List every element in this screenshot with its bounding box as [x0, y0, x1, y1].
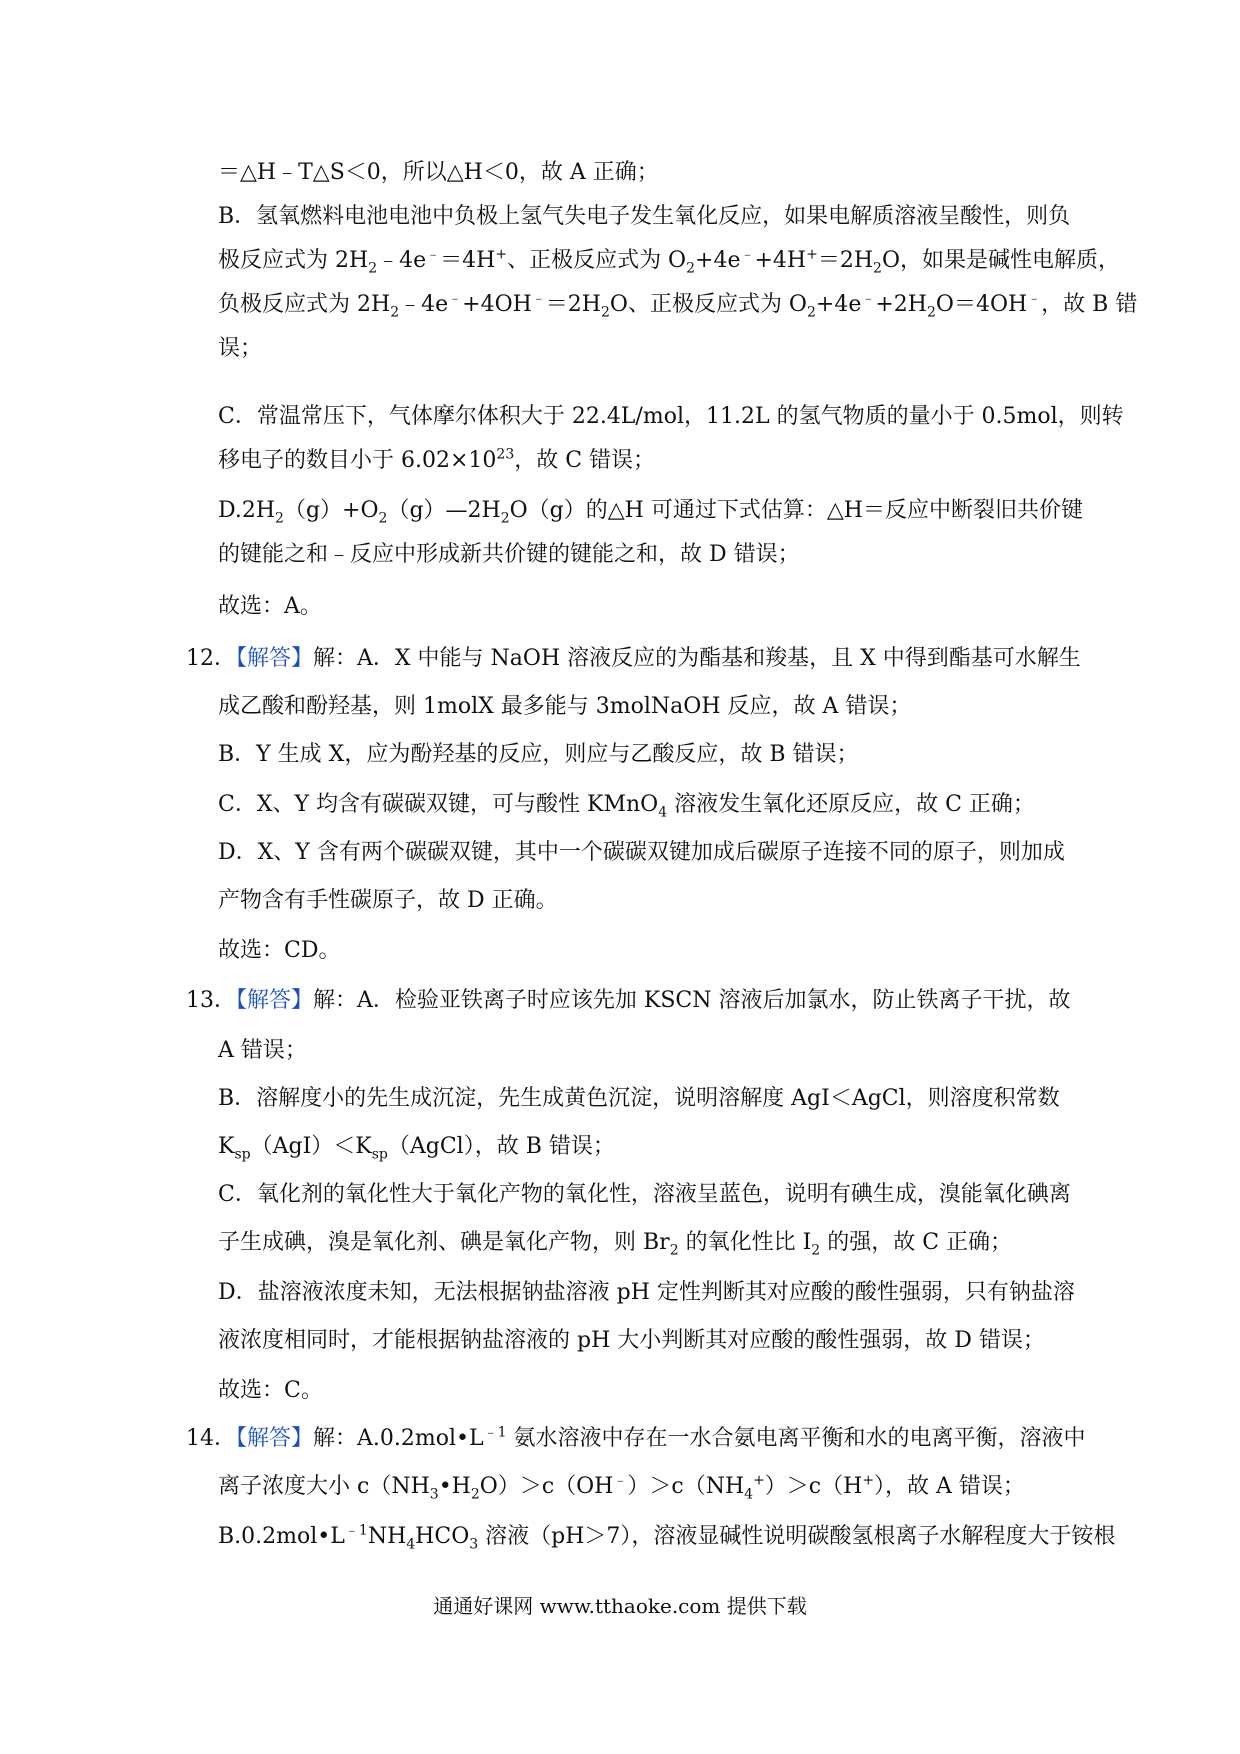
line-text: 液浓度相同时，才能根据钠盐溶液的 pH 大小判断其对应酸的酸性强弱，故 D 错误； — [218, 1328, 1045, 1353]
footer-text: 通通好课网 www.tthaoke.com 提供下载 — [433, 1594, 807, 1618]
line-text: 成乙酸和酚羟基，则 1molX 最多能与 3molNaOH 反应，故 A 错误； — [218, 694, 912, 719]
line-text: 故选：C。 — [218, 1378, 323, 1403]
subscript: 2 — [686, 260, 696, 277]
t: 的氧化性比 I — [678, 1230, 812, 1255]
line-text: 故选：A。 — [218, 594, 322, 619]
t: 极反应式为 2H — [218, 248, 369, 273]
superscript: ﹣ — [531, 290, 546, 307]
t: ＝4H — [440, 248, 496, 273]
question-number: 13． — [186, 988, 236, 1013]
superscript: ﹣1 — [344, 1522, 368, 1539]
text-line — [218, 1376, 1058, 1406]
text-line — [218, 592, 1058, 622]
t: （g）+O — [283, 498, 379, 523]
line-text: 误； — [218, 336, 263, 361]
text-line — [218, 1472, 1058, 1502]
t: +2H — [875, 292, 927, 317]
subscript: 2 — [378, 510, 388, 527]
t: +4e — [815, 292, 862, 317]
t: （g）—2H — [387, 498, 501, 523]
subscript: 3 — [469, 1536, 479, 1553]
subscript: 2 — [600, 304, 610, 321]
t: ，故 B 错 — [1041, 292, 1138, 317]
t: ＝2H — [817, 248, 874, 273]
line-text: B．Y 生成 X，应为酚羟基的反应，则应与乙酸反应，故 B 错误； — [218, 742, 859, 767]
t: 溶液发生氧化还原反应，故 C 正确； — [667, 792, 1035, 817]
line-text: A 错误； — [218, 1038, 307, 1063]
t: O）＞c（OH — [479, 1474, 614, 1499]
answer-tag: 【解答】 — [236, 988, 314, 1013]
text-line — [218, 1522, 1116, 1553]
text-line — [218, 334, 1058, 364]
subscript: 3 — [429, 1486, 439, 1503]
t: O＝4OH — [935, 292, 1028, 317]
t: O、正极反应式为 O — [609, 292, 807, 317]
t: O，如果是碱性电解质， — [881, 248, 1120, 273]
line-text: 解：A．X 中能与 NaOH 溶液反应的为酯基和羧基，且 X 中得到酯基可水解生 — [313, 646, 1081, 671]
text-line — [218, 1180, 1071, 1210]
line-text: 故选：CD。 — [218, 938, 341, 963]
text-line — [218, 402, 1124, 432]
t: +4e — [695, 248, 741, 273]
question-13-line — [186, 986, 1071, 1016]
t: （AgI）＜K — [250, 1134, 372, 1159]
line-text: ＝△H﹣T△S＜0，所以△H＜0，故 A 正确； — [218, 160, 659, 185]
t: ）＞c（H — [764, 1474, 863, 1499]
text-line — [218, 936, 1058, 966]
superscript: ﹣ — [613, 1472, 628, 1489]
text-line — [218, 1228, 1058, 1258]
line-text: B．溶解度小的先生成沉淀，先生成黄色沉淀，说明溶解度 AgI＜AgCl，则溶度积常数 — [218, 1086, 1060, 1111]
t: （AgCl），故 B 错误； — [387, 1134, 615, 1159]
t: B.0.2mol•L — [218, 1524, 345, 1549]
line-text: B．氢氧燃料电池电池中负极上氢气失电子发生氧化反应，如果电解质溶液呈酸性，则负 — [218, 204, 1071, 229]
t: ＝2H — [545, 292, 601, 317]
text-line — [218, 246, 1120, 277]
line-text: 产物含有手性碳原子，故 D 正确。 — [218, 888, 558, 913]
t: +4H — [754, 248, 807, 273]
line-text: 的键能之和﹣反应中形成新共价键的键能之和，故 D 错误； — [218, 542, 800, 567]
t: 子生成碘，溴是氧化剂、碘是氧化产物，则 Br — [218, 1230, 670, 1255]
t: 离子浓度大小 c（NH — [218, 1474, 430, 1499]
superscript: + — [753, 1472, 765, 1489]
t: 负极反应式为 2H — [218, 292, 391, 317]
superscript: 23 — [496, 446, 515, 463]
subscript: 2 — [811, 1242, 821, 1259]
t: 解：A.0.2mol•L — [313, 1426, 484, 1451]
line-text: 解：A．检验亚铁离子时应该先加 KSCN 溶液后加氯水，防止铁离子干扰，故 — [313, 988, 1071, 1013]
t: NH — [367, 1524, 407, 1549]
t: 溶液（pH＞7），溶液显碱性说明碳酸氢根离子水解程度大于铵根 — [478, 1524, 1116, 1549]
t: C．X、Y 均含有碳碳双键，可与酸性 KMnO — [218, 792, 659, 817]
text-line — [218, 1326, 1058, 1356]
text-line — [218, 496, 1083, 527]
text-line — [218, 886, 1058, 916]
t: 、正极反应式为 O — [507, 248, 687, 273]
subscript: 4 — [658, 804, 668, 821]
text-line — [218, 692, 1058, 722]
t: ），故 A 错误； — [874, 1474, 1025, 1499]
superscript: ﹣ — [861, 290, 876, 307]
subscript: 2 — [390, 304, 400, 321]
text-line — [218, 446, 1058, 476]
text-line — [218, 290, 1138, 321]
t: 的强，故 C 正确； — [820, 1230, 1013, 1255]
subscript: 2 — [500, 510, 510, 527]
t: D.2H — [218, 498, 276, 523]
superscript: ﹣ — [448, 290, 463, 307]
superscript: ﹣ — [1027, 290, 1042, 307]
question-14-line — [186, 1424, 1086, 1454]
subscript: 2 — [368, 260, 378, 277]
superscript: ﹣1 — [483, 1424, 507, 1441]
subscript: 2 — [275, 510, 284, 527]
t: 氨水溶液中存在一水合氨电离平衡和水的电离平衡，溶液中 — [506, 1426, 1086, 1451]
superscript: + — [862, 1472, 875, 1489]
page-footer — [0, 1592, 1240, 1620]
t: +4OH — [462, 292, 532, 317]
answer-tag: 【解答】 — [236, 646, 314, 671]
text-line — [218, 158, 1058, 188]
subscript: 4 — [406, 1536, 416, 1553]
t: ﹣4e — [399, 292, 449, 317]
answer-tag: 【解答】 — [236, 1426, 314, 1451]
t: O（g）的△H 可通过下式估算：△H＝反应中断裂旧共价键 — [509, 498, 1083, 523]
subscript: sp — [234, 1146, 251, 1163]
subscript: 4 — [744, 1486, 754, 1503]
line-text: D．盐溶液浓度未知，无法根据钠盐溶液 pH 定性判断其对应酸的酸性强弱，只有钠盐溶 — [218, 1280, 1075, 1305]
t: ）＞c（NH — [627, 1474, 745, 1499]
subscript: 2 — [806, 304, 816, 321]
question-number: 12． — [186, 646, 236, 671]
question-number: 14． — [186, 1426, 236, 1451]
superscript: ﹣ — [740, 246, 755, 263]
subscript: sp — [371, 1146, 388, 1163]
subscript: 2 — [470, 1486, 480, 1503]
superscript: + — [495, 246, 508, 263]
t: •H — [438, 1474, 471, 1499]
text-line — [218, 838, 1065, 868]
text-line — [218, 1036, 1058, 1066]
text-line — [218, 202, 1071, 232]
line-text: C．常温常压下，气体摩尔体积大于 22.4L/mol，11.2L 的氢气物质的量小于 0.5mol，则转 — [218, 404, 1124, 429]
line-text: D．X、Y 含有两个碳碳双键，其中一个碳碳双键加成后碳原子连接不同的原子，则加成 — [218, 840, 1065, 865]
t: ﹣4e — [377, 248, 427, 273]
subscript: 2 — [926, 304, 936, 321]
text-line — [218, 540, 1058, 570]
t: K — [218, 1134, 235, 1159]
question-12-line — [186, 644, 1081, 674]
t: 移电子的数目小于 6.02×10 — [218, 448, 497, 473]
subscript: 2 — [873, 260, 882, 277]
subscript: 2 — [669, 1242, 679, 1259]
superscript: ﹣ — [426, 246, 441, 263]
text-line — [218, 790, 1058, 820]
t: ，故 C 错误； — [514, 448, 656, 473]
text-line — [218, 1084, 1058, 1114]
text-line — [218, 740, 1058, 770]
superscript: + — [806, 246, 818, 263]
line-text: C．氧化剂的氧化性大于氧化产物的氧化性，溶液呈蓝色，说明有碘生成，溴能氧化碘离 — [218, 1182, 1071, 1207]
t: HCO — [415, 1524, 470, 1549]
text-line — [218, 1278, 1075, 1308]
text-line — [218, 1132, 1058, 1162]
